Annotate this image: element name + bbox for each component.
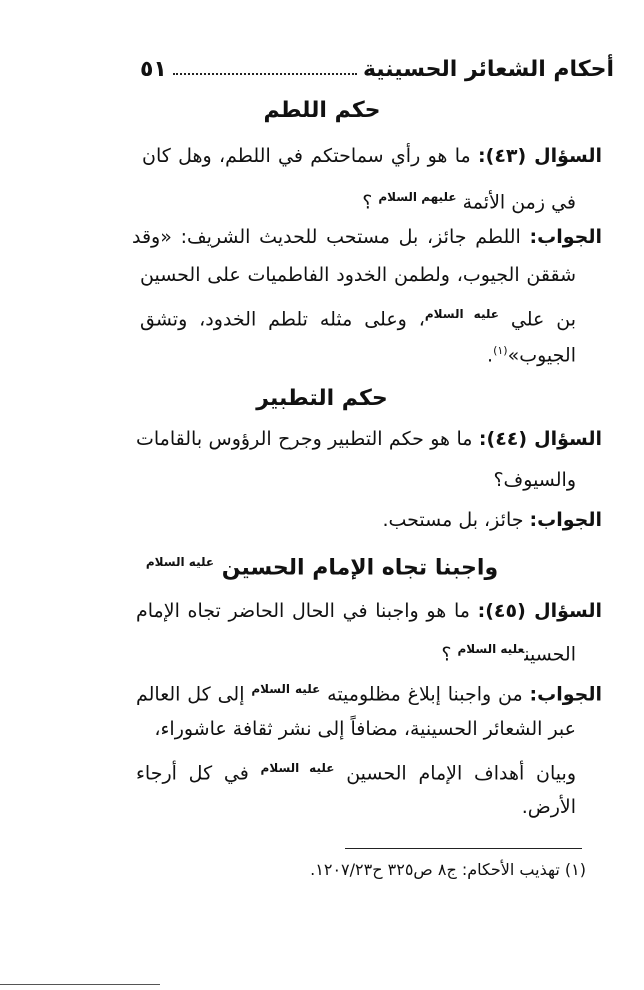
footnote-marker: (١) xyxy=(564,860,586,879)
question-43-line-2 xyxy=(362,182,576,217)
answer-43-line-1 xyxy=(132,222,602,252)
question-text: ما هو رأي سماحتكم في اللطم، وهل كان xyxy=(142,145,479,167)
honorific-ligature: عليه السلام xyxy=(260,761,335,775)
question-text: ؟ xyxy=(362,191,379,214)
section-heading-duty xyxy=(0,555,644,580)
honorific-ligature: عليه السلام xyxy=(251,682,321,696)
answer-text: الجيوب» xyxy=(507,344,576,367)
question-label: السؤال (٤٥): xyxy=(477,600,602,622)
heading-text: واجبنا تجاه الإمام الحسين xyxy=(221,555,499,581)
answer-43-line-3 xyxy=(140,299,576,334)
answer-text: اللطم جائز، بل مستحب للحديث الشريف: «وقد xyxy=(132,226,530,248)
question-44-line-1 xyxy=(136,424,602,454)
answer-text: جائز، بل مستحب. xyxy=(382,509,530,531)
honorific-ligature: عليه السلام xyxy=(424,307,499,321)
honorific-ligature: عليهم السلام xyxy=(378,190,457,204)
answer-43-line-2: شققن الجيوب، ولطمن الخدود الفاطميات على الحسين xyxy=(140,264,576,286)
question-44-line-2: والسيوف؟ xyxy=(493,469,576,491)
scan-edge-line xyxy=(0,984,160,985)
footnote xyxy=(310,860,586,879)
answer-text: ، وعلى مثله تلطم الخدود، وتشق xyxy=(140,308,425,331)
page-number: ٥١ xyxy=(140,56,167,82)
honorific-ligature: عليه السلام xyxy=(457,642,525,656)
answer-45-line-2: عبر الشعائر الحسينية، مضافاً إلى نشر ثقافة عاشوراء، xyxy=(154,718,576,740)
answer-45-line-4: الأرض. xyxy=(521,796,576,818)
answer-label: الجواب: xyxy=(529,683,602,706)
answer-45-line-1 xyxy=(136,674,602,709)
answer-text: إلى كل العالم xyxy=(136,683,252,706)
answer-44-line-1 xyxy=(382,505,602,535)
answer-43-line-4 xyxy=(487,336,576,370)
answer-text: وبيان أهداف الإمام الحسين xyxy=(346,762,576,785)
answer-text: في كل أرجاء xyxy=(136,762,261,785)
answer-text: . xyxy=(487,344,494,367)
footnote-reference: (١) xyxy=(493,344,508,357)
question-text: ما هو حكم التطبير وجرح الرؤوس بالقامات xyxy=(136,428,479,450)
header-leader-dots xyxy=(173,73,357,75)
question-text: في زمن الأئمة xyxy=(462,191,576,214)
honorific-ligature: عليه السلام xyxy=(145,555,215,569)
question-text: ما هو واجبنا في الحال الحاضر تجاه الإمام xyxy=(136,600,478,622)
book-title: أحكام الشعائر الحسينية xyxy=(362,56,614,82)
section-heading-latm: حكم اللطم xyxy=(263,98,381,123)
question-45-line-1 xyxy=(136,596,602,626)
answer-text: من واجبنا إبلاغ مظلوميته xyxy=(327,683,530,706)
question-text: الحسين xyxy=(524,643,576,666)
question-text: ؟ xyxy=(441,643,458,666)
section-heading-tatbir: حكم التطبير xyxy=(256,386,388,411)
answer-label: الجواب: xyxy=(529,226,602,248)
running-header xyxy=(140,52,614,86)
answer-text: بن علي xyxy=(510,308,576,331)
footnote-text: تهذيب الأحكام: ج٨ ص٣٢٥ ح١٢٠٧/٢٣. xyxy=(310,860,565,879)
question-label: السؤال (٤٣): xyxy=(478,145,602,167)
question-43-line-1 xyxy=(142,141,602,171)
answer-45-line-3 xyxy=(136,753,576,788)
footnote-separator xyxy=(345,848,582,849)
question-label: السؤال (٤٤): xyxy=(478,428,602,450)
question-45-line-2 xyxy=(441,634,576,669)
answer-label: الجواب: xyxy=(529,509,602,531)
